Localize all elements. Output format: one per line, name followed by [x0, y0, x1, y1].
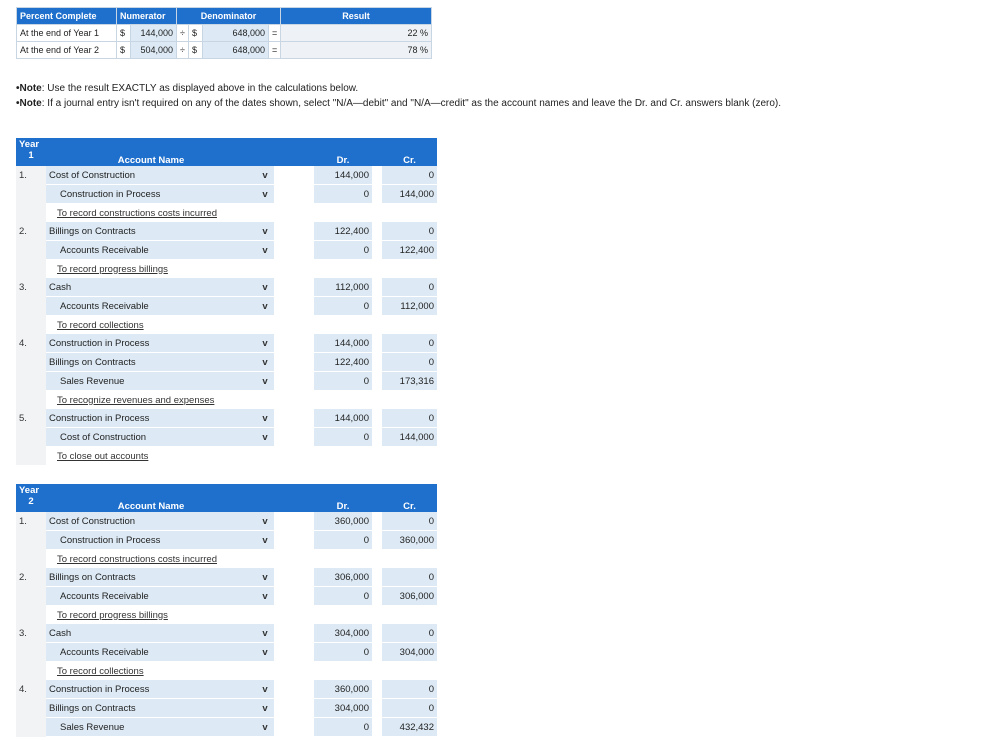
debit-input[interactable]: 0 — [314, 297, 372, 316]
debit-header: Dr. — [314, 484, 372, 512]
year-header — [16, 138, 46, 166]
year-number: 2 — [28, 496, 34, 507]
debit-input[interactable]: 144,000 — [314, 334, 372, 353]
credit-input[interactable]: 304,000 — [382, 643, 437, 662]
header-percent-complete: Percent Complete — [17, 8, 117, 25]
spacer — [274, 680, 314, 699]
account-select[interactable]: Cash — [46, 278, 256, 297]
entry-number-blank — [16, 260, 46, 279]
header-denominator: Denominator — [177, 8, 281, 25]
credit-input[interactable]: 0 — [382, 353, 437, 372]
spacer — [274, 550, 314, 569]
memo-text: To close out accounts — [57, 450, 149, 462]
credit-input[interactable]: 0 — [382, 409, 437, 428]
spacer — [274, 278, 314, 297]
spacer — [372, 166, 382, 185]
journal-table-year-2 — [16, 484, 437, 737]
spacer — [256, 260, 274, 279]
year-header — [16, 484, 46, 512]
spacer — [256, 447, 274, 466]
spacer — [314, 391, 372, 410]
memo — [46, 662, 256, 681]
debit-input[interactable]: 0 — [314, 372, 372, 391]
journal-line — [16, 409, 437, 428]
credit-input[interactable]: 432,432 — [382, 718, 437, 737]
spacer — [256, 550, 274, 569]
journal-line — [16, 531, 437, 550]
credit-input[interactable]: 0 — [382, 680, 437, 699]
percent-row — [17, 42, 432, 59]
spacer — [372, 222, 382, 241]
entry-number: 2. — [16, 222, 46, 241]
chevron-down-icon[interactable]: v — [256, 568, 274, 587]
entry-number-blank — [16, 391, 46, 410]
spacer — [274, 624, 314, 643]
spacer — [256, 391, 274, 410]
spacer — [372, 316, 382, 335]
journal-line — [16, 643, 437, 662]
entry-number-blank — [16, 587, 46, 606]
memo-text: To record progress billings — [57, 609, 168, 621]
journal-memo-row — [16, 550, 437, 569]
percent-table-header — [17, 8, 432, 25]
spacer — [372, 428, 382, 447]
debit-input[interactable]: 304,000 — [314, 699, 372, 718]
spacer — [274, 512, 314, 531]
equals-symbol: = — [269, 25, 281, 42]
memo-text: To record collections — [57, 665, 144, 677]
spacer — [274, 334, 314, 353]
entry-number: 5. — [16, 409, 46, 428]
journal-line — [16, 624, 437, 643]
spacer — [372, 606, 382, 625]
chevron-down-icon[interactable]: v — [256, 587, 274, 606]
journal-memo-row — [16, 662, 437, 681]
entry-number-blank — [16, 643, 46, 662]
debit-input[interactable]: 0 — [314, 531, 372, 550]
chevron-down-icon[interactable]: v — [256, 680, 274, 699]
account-select[interactable]: Cost of Construction — [46, 512, 256, 531]
spacer — [372, 297, 382, 316]
credit-input[interactable]: 0 — [382, 278, 437, 297]
entry-number-blank — [16, 550, 46, 569]
journal-line — [16, 718, 437, 737]
credit-input[interactable]: 173,316 — [382, 372, 437, 391]
spacer — [314, 260, 372, 279]
spacer — [372, 512, 382, 531]
entry-number-blank — [16, 185, 46, 204]
note-line-2 — [16, 96, 781, 111]
account-select[interactable]: Billings on Contracts — [46, 353, 256, 372]
spacer — [382, 606, 437, 625]
spacer — [382, 447, 437, 466]
chevron-down-icon[interactable]: v — [256, 718, 274, 737]
result-value: 22 % — [281, 25, 432, 42]
spacer — [256, 606, 274, 625]
spacer — [274, 316, 314, 335]
debit-input[interactable]: 360,000 — [314, 680, 372, 699]
spacer — [274, 222, 314, 241]
spacer — [256, 662, 274, 681]
spacer — [274, 241, 314, 260]
memo — [46, 606, 256, 625]
journal-line — [16, 222, 437, 241]
debit-input[interactable]: 122,400 — [314, 222, 372, 241]
account-select[interactable]: Accounts Receivable — [46, 643, 256, 662]
debit-input[interactable]: 0 — [314, 428, 372, 447]
credit-input[interactable]: 0 — [382, 512, 437, 531]
memo — [46, 550, 256, 569]
entry-number-blank — [16, 241, 46, 260]
journal-line — [16, 166, 437, 185]
spacer — [372, 278, 382, 297]
spacer — [372, 260, 382, 279]
account-select[interactable]: Cost of Construction — [46, 166, 256, 185]
debit-input[interactable]: 304,000 — [314, 624, 372, 643]
spacer — [274, 204, 314, 223]
chevron-down-icon[interactable]: v — [256, 624, 274, 643]
note-line-1 — [16, 81, 781, 96]
journal-header — [16, 138, 437, 166]
currency-symbol: $ — [189, 25, 203, 42]
memo — [46, 391, 256, 410]
credit-input[interactable]: 0 — [382, 624, 437, 643]
journal-line — [16, 278, 437, 297]
spacer — [372, 662, 382, 681]
spacer — [372, 372, 382, 391]
spacer — [274, 718, 314, 737]
credit-input[interactable]: 144,000 — [382, 428, 437, 447]
journal-line — [16, 699, 437, 718]
entry-number: 3. — [16, 624, 46, 643]
numerator-input[interactable]: 144,000 — [131, 25, 177, 42]
chevron-down-icon[interactable]: v — [256, 241, 274, 260]
chevron-down-icon[interactable]: v — [256, 278, 274, 297]
year-number: 1 — [28, 150, 34, 161]
entry-number-blank — [16, 718, 46, 737]
spacer — [314, 316, 372, 335]
entry-number: 1. — [16, 166, 46, 185]
chevron-down-icon[interactable]: v — [256, 185, 274, 204]
divide-symbol: ÷ — [177, 42, 189, 59]
journal-line — [16, 297, 437, 316]
journal-memo-row — [16, 204, 437, 223]
spacer — [382, 260, 437, 279]
equals-symbol: = — [269, 42, 281, 59]
spacer — [274, 662, 314, 681]
account-select[interactable]: Accounts Receivable — [46, 297, 256, 316]
entry-number-blank — [16, 531, 46, 550]
spacer — [274, 699, 314, 718]
memo-text: To recognize revenues and expenses — [57, 394, 215, 406]
memo — [46, 447, 256, 466]
percent-row — [17, 25, 432, 42]
spacer — [372, 680, 382, 699]
spacer — [372, 447, 382, 466]
spacer — [274, 447, 314, 466]
account-select[interactable]: Cash — [46, 624, 256, 643]
credit-input[interactable]: 0 — [382, 568, 437, 587]
note-label: •Note — [16, 83, 42, 94]
account-select[interactable]: Billings on Contracts — [46, 568, 256, 587]
spacer — [372, 241, 382, 260]
debit-input[interactable]: 0 — [314, 185, 372, 204]
memo — [46, 316, 256, 335]
entry-number-blank — [16, 353, 46, 372]
memo — [46, 204, 256, 223]
account-select[interactable]: Cost of Construction — [46, 428, 256, 447]
spacer — [372, 699, 382, 718]
credit-input[interactable]: 0 — [382, 334, 437, 353]
debit-input[interactable]: 122,400 — [314, 353, 372, 372]
account-name-header: Account Name — [46, 138, 256, 166]
spacer — [382, 316, 437, 335]
spacer — [372, 531, 382, 550]
chevron-down-icon[interactable]: v — [256, 334, 274, 353]
account-select[interactable]: Billings on Contracts — [46, 222, 256, 241]
debit-input[interactable]: 144,000 — [314, 166, 372, 185]
spacer — [372, 568, 382, 587]
spacer — [274, 297, 314, 316]
entry-number-blank — [16, 204, 46, 223]
journal-line — [16, 568, 437, 587]
chevron-down-icon[interactable]: v — [256, 699, 274, 718]
note-label: •Note — [16, 98, 42, 109]
credit-header: Cr. — [382, 484, 437, 512]
spacer — [274, 260, 314, 279]
account-select[interactable]: Sales Revenue — [46, 372, 256, 391]
journal-line — [16, 241, 437, 260]
spacer — [274, 606, 314, 625]
debit-header: Dr. — [314, 138, 372, 166]
entry-number-blank — [16, 297, 46, 316]
denominator-input[interactable]: 648,000 — [203, 42, 269, 59]
entry-number: 3. — [16, 278, 46, 297]
spacer — [372, 204, 382, 223]
debit-input[interactable]: 0 — [314, 241, 372, 260]
note-text: : Use the result EXACTLY as displayed above in the calculations below. — [41, 83, 359, 94]
spacer — [372, 587, 382, 606]
journal-line — [16, 185, 437, 204]
debit-input[interactable]: 360,000 — [314, 512, 372, 531]
currency-symbol: $ — [117, 42, 131, 59]
account-select[interactable]: Construction in Process — [46, 409, 256, 428]
account-select[interactable]: Construction in Process — [46, 334, 256, 353]
account-select[interactable]: Accounts Receivable — [46, 241, 256, 260]
spacer — [274, 428, 314, 447]
chevron-down-icon[interactable]: v — [256, 643, 274, 662]
spacer — [314, 447, 372, 466]
memo-text: To record constructions costs incurred — [57, 207, 217, 219]
header-result: Result — [281, 8, 432, 25]
spacer — [274, 531, 314, 550]
journal-line — [16, 512, 437, 531]
memo-text: To record collections — [57, 319, 144, 331]
credit-input[interactable]: 144,000 — [382, 185, 437, 204]
entry-number-blank — [16, 372, 46, 391]
journal-memo-row — [16, 260, 437, 279]
header-numerator: Numerator — [117, 8, 177, 25]
journal-line — [16, 428, 437, 447]
journal-table-year-1 — [16, 138, 437, 465]
journal-memo-row — [16, 606, 437, 625]
spacer — [274, 391, 314, 410]
entry-number: 1. — [16, 512, 46, 531]
account-select[interactable]: Accounts Receivable — [46, 587, 256, 606]
entry-number-blank — [16, 428, 46, 447]
debit-input[interactable]: 0 — [314, 587, 372, 606]
spacer — [372, 550, 382, 569]
spacer — [314, 550, 372, 569]
journal-memo-row — [16, 391, 437, 410]
spacer — [314, 606, 372, 625]
memo-text: To record constructions costs incurred — [57, 553, 217, 565]
journal-memo-row — [16, 447, 437, 466]
spacer — [382, 550, 437, 569]
spacer — [382, 204, 437, 223]
debit-input[interactable]: 144,000 — [314, 409, 372, 428]
credit-input[interactable]: 122,400 — [382, 241, 437, 260]
currency-symbol: $ — [117, 25, 131, 42]
currency-symbol: $ — [189, 42, 203, 59]
chevron-down-icon[interactable]: v — [256, 353, 274, 372]
numerator-input[interactable]: 504,000 — [131, 42, 177, 59]
spacer — [382, 662, 437, 681]
percent-complete-table — [16, 7, 432, 59]
journal-header — [16, 484, 437, 512]
entry-number-blank — [16, 316, 46, 335]
divide-symbol: ÷ — [177, 25, 189, 42]
chevron-down-icon[interactable]: v — [256, 297, 274, 316]
year-label: Year — [19, 139, 40, 150]
chevron-down-icon[interactable]: v — [256, 512, 274, 531]
memo-text: To record progress billings — [57, 263, 168, 275]
spacer — [274, 409, 314, 428]
spacer — [274, 166, 314, 185]
credit-input[interactable]: 0 — [382, 699, 437, 718]
spacer — [372, 643, 382, 662]
row-label: At the end of Year 2 — [17, 42, 117, 59]
chevron-down-icon[interactable]: v — [256, 166, 274, 185]
memo — [46, 260, 256, 279]
entry-number-blank — [16, 662, 46, 681]
spacer — [372, 718, 382, 737]
chevron-down-icon[interactable]: v — [256, 531, 274, 550]
debit-input[interactable]: 0 — [314, 643, 372, 662]
journal-line — [16, 334, 437, 353]
spacer — [274, 353, 314, 372]
credit-header: Cr. — [382, 138, 437, 166]
spacer — [372, 353, 382, 372]
account-select[interactable]: Construction in Process — [46, 680, 256, 699]
account-select[interactable]: Billings on Contracts — [46, 699, 256, 718]
spacer — [274, 587, 314, 606]
credit-input[interactable]: 306,000 — [382, 587, 437, 606]
year-label: Year — [19, 485, 40, 496]
chevron-down-icon[interactable]: v — [256, 428, 274, 447]
entry-number: 4. — [16, 334, 46, 353]
journal-line — [16, 353, 437, 372]
debit-input[interactable]: 306,000 — [314, 568, 372, 587]
entry-number-blank — [16, 606, 46, 625]
chevron-down-icon[interactable]: v — [256, 222, 274, 241]
spacer — [314, 662, 372, 681]
spacer — [372, 624, 382, 643]
spacer — [274, 185, 314, 204]
account-select[interactable]: Construction in Process — [46, 185, 256, 204]
entry-number-blank — [16, 699, 46, 718]
denominator-input[interactable]: 648,000 — [203, 25, 269, 42]
account-name-header: Account Name — [46, 484, 256, 512]
note-text: : If a journal entry isn't required on any of the dates shown, select "N/A—debit" and "N/A—credit" as the account names and leave the Dr. and Cr. answers blank (zero). — [41, 98, 782, 109]
account-select[interactable]: Construction in Process — [46, 531, 256, 550]
spacer — [274, 568, 314, 587]
spacer — [314, 204, 372, 223]
entry-number: 4. — [16, 680, 46, 699]
journal-line — [16, 680, 437, 699]
journal-line — [16, 587, 437, 606]
journal-memo-row — [16, 316, 437, 335]
debit-input[interactable]: 112,000 — [314, 278, 372, 297]
entry-number-blank — [16, 447, 46, 466]
journal-line — [16, 372, 437, 391]
credit-input[interactable]: 360,000 — [382, 531, 437, 550]
spacer — [372, 409, 382, 428]
spacer — [274, 643, 314, 662]
spacer — [372, 334, 382, 353]
credit-input[interactable]: 0 — [382, 222, 437, 241]
spacer — [274, 372, 314, 391]
credit-input[interactable]: 112,000 — [382, 297, 437, 316]
result-value: 78 % — [281, 42, 432, 59]
debit-input[interactable]: 0 — [314, 718, 372, 737]
instructions-notes — [16, 81, 781, 111]
chevron-down-icon[interactable]: v — [256, 372, 274, 391]
spacer — [372, 185, 382, 204]
spacer — [372, 391, 382, 410]
row-label: At the end of Year 1 — [17, 25, 117, 42]
chevron-down-icon[interactable]: v — [256, 409, 274, 428]
account-select[interactable]: Sales Revenue — [46, 718, 256, 737]
credit-input[interactable]: 0 — [382, 166, 437, 185]
entry-number: 2. — [16, 568, 46, 587]
spacer — [382, 391, 437, 410]
spacer — [256, 316, 274, 335]
spacer — [256, 204, 274, 223]
